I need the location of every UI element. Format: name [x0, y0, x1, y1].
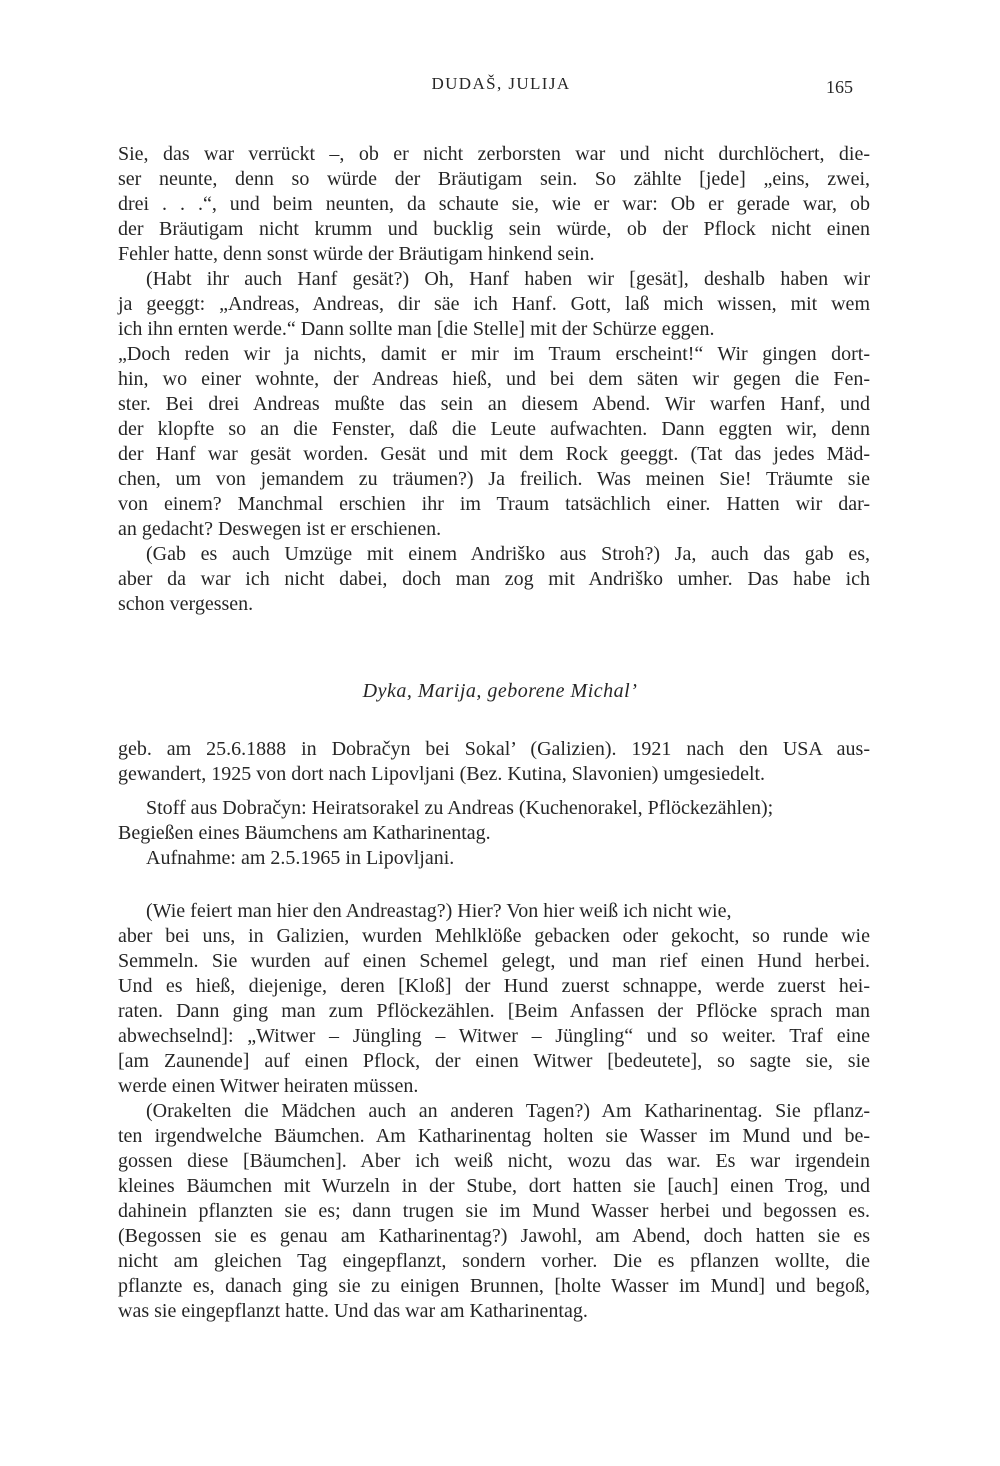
text-line: ich ihn ernten werde.“ Dann sollte man [die Stelle] mit der Schürze eggen.	[118, 318, 715, 340]
text-line: nicht am gleichen Tag eingepflanzt, sondern vorher. Die es pflanzen wollte, die	[118, 1250, 870, 1272]
material-summary	[118, 796, 870, 871]
text-line: (Orakelten die Mädchen auch an anderen Tagen?) Am Katharinentag. Sie pflanz-	[146, 1100, 870, 1122]
text-line: ser neunte, denn so würde der Bräutigam sein. So zählte [jede] „eins, zwei,	[118, 168, 870, 190]
text-line: abwechselnd]: „Witwer – Jüngling – Witwer – Jüngling“ und so weiter. Traf eine	[118, 1025, 870, 1047]
text-line: der Hanf war gesät worden. Gesät und mit dem Rock geeggt. (Tat das jedes Mäd-	[118, 443, 870, 465]
text-line: von einem? Manchmal erschien ihr im Traum tatsächlich einer. Hatten wir dar-	[118, 493, 870, 515]
text-line: aber bei uns, in Galizien, wurden Mehlklöße gebacken oder gekocht, so runde wie	[118, 925, 870, 947]
text-line: [am Zaunende] auf einen Pflock, der einen Witwer [bedeutete], so sagte sie, sie	[118, 1050, 870, 1072]
section-dyka-interview	[118, 899, 870, 1324]
text-line: ten irgendwelche Bäumchen. Am Katharinentag holten sie Wasser im Mund und be-	[118, 1125, 870, 1147]
text-line: ja geeggt: „Andreas, Andreas, dir säe ich Hanf. Gott, laß mich wissen, mit wem	[118, 293, 870, 315]
text-line: Sie, das war verrückt –, ob er nicht zerborsten war und nicht durchlöchert, die-	[118, 143, 870, 165]
text-line: drei . . .“, und beim neunten, da schaute sie, wie er war: Ob er gerade war, ob	[118, 193, 870, 215]
running-title: DUDAŠ, JULIJA	[431, 74, 571, 93]
text-line: Fehler hatte, denn sonst würde der Bräutigam hinkend sein.	[118, 243, 595, 265]
text-line: Stoff aus Dobračyn: Heiratsorakel zu Andreas (Kuchenorakel, Pflöckezählen);	[146, 797, 774, 819]
text-line: kleines Bäumchen mit Wurzeln in der Stube, dort hatten sie [auch] einen Trog, und	[118, 1175, 870, 1197]
text-line: der Bräutigam nicht krumm und bucklig sein würde, ob der Pflock nicht einen	[118, 218, 870, 240]
text-line: schon vergessen.	[118, 593, 254, 615]
page-number: 165	[826, 77, 853, 97]
text-line: dahinein pflanzten sie es; dann trugen sie im Mund Wasser herbei und begossen es.	[118, 1200, 870, 1222]
text-line: an gedacht? Deswegen ist er erschienen.	[118, 518, 442, 540]
text-line: Begießen eines Bäumchens am Katharinentag.	[118, 822, 491, 844]
text-line: (Habt ihr auch Hanf gesät?) Oh, Hanf haben wir [gesät], deshalb haben wir	[146, 268, 870, 290]
text-line: chen, um von jemandem zu träumen?) Ja freilich. Was meinen Sie! Träumte sie	[118, 468, 870, 490]
narrator-heading: Dyka, Marija, geborene Michal’	[362, 680, 638, 702]
text-line: Und es hieß, diejenige, deren [Kloß] der Hund zuerst schnappe, werde zuerst hei-	[118, 975, 870, 997]
text-line: der klopfte so an die Fenster, daß die Leute aufwachten. Dann eggten wir, denn	[118, 418, 870, 440]
running-header	[0, 74, 1000, 100]
recording-info: Aufnahme: am 2.5.1965 in Lipovljani.	[146, 847, 455, 869]
text-line: was sie eingepflanzt hatte. Und das war am Katharinentag.	[118, 1300, 588, 1322]
section-julija-continued	[118, 142, 870, 617]
text-line: gewandert, 1925 von dort nach Lipovljani (Bez. Kutina, Slavonien) umgesiedelt.	[118, 763, 766, 785]
text-line: pflanzte es, danach ging sie zu einigen Brunnen, [holte Wasser im Mund] und begoß,	[118, 1275, 870, 1297]
text-line: aber da war ich nicht dabei, doch man zog mit Andriško umher. Das habe ich	[118, 568, 870, 590]
text-line: gossen diese [Bäumchen]. Aber ich weiß nicht, wozu das war. Es war irgendein	[118, 1150, 870, 1172]
text-line: (Wie feiert man hier den Andreastag?) Hier? Von hier weiß ich nicht wie,	[146, 900, 732, 922]
text-line: Semmeln. Sie wurden auf einen Schemel gelegt, und man rief einen Hund herbei.	[118, 950, 870, 972]
text-line: werde einen Witwer heiraten müssen.	[118, 1075, 419, 1097]
text-line: (Begossen sie es genau am Katharinentag?) Jawohl, am Abend, doch hatten sie es	[118, 1225, 870, 1247]
text-line: hin, wo einer wohnte, der Andreas hieß, und bei dem säten wir gegen die Fen-	[118, 368, 870, 390]
text-line: „Doch reden wir ja nichts, damit er mir im Traum erscheint!“ Wir gingen dort-	[118, 343, 870, 365]
text-line: geb. am 25.6.1888 in Dobračyn bei Sokal’ (Galizien). 1921 nach den USA aus-	[118, 738, 870, 760]
text-line: (Gab es auch Umzüge mit einem Andriško aus Stroh?) Ja, auch das gab es,	[146, 543, 870, 565]
narrator-biography	[118, 737, 870, 787]
text-line: ster. Bei drei Andreas mußte das sein an diesem Abend. Wir warfen Hanf, und	[118, 393, 870, 415]
text-line: raten. Dann ging man zum Pflöckezählen. [Beim Anfassen der Pflöcke sprach man	[118, 1000, 870, 1022]
